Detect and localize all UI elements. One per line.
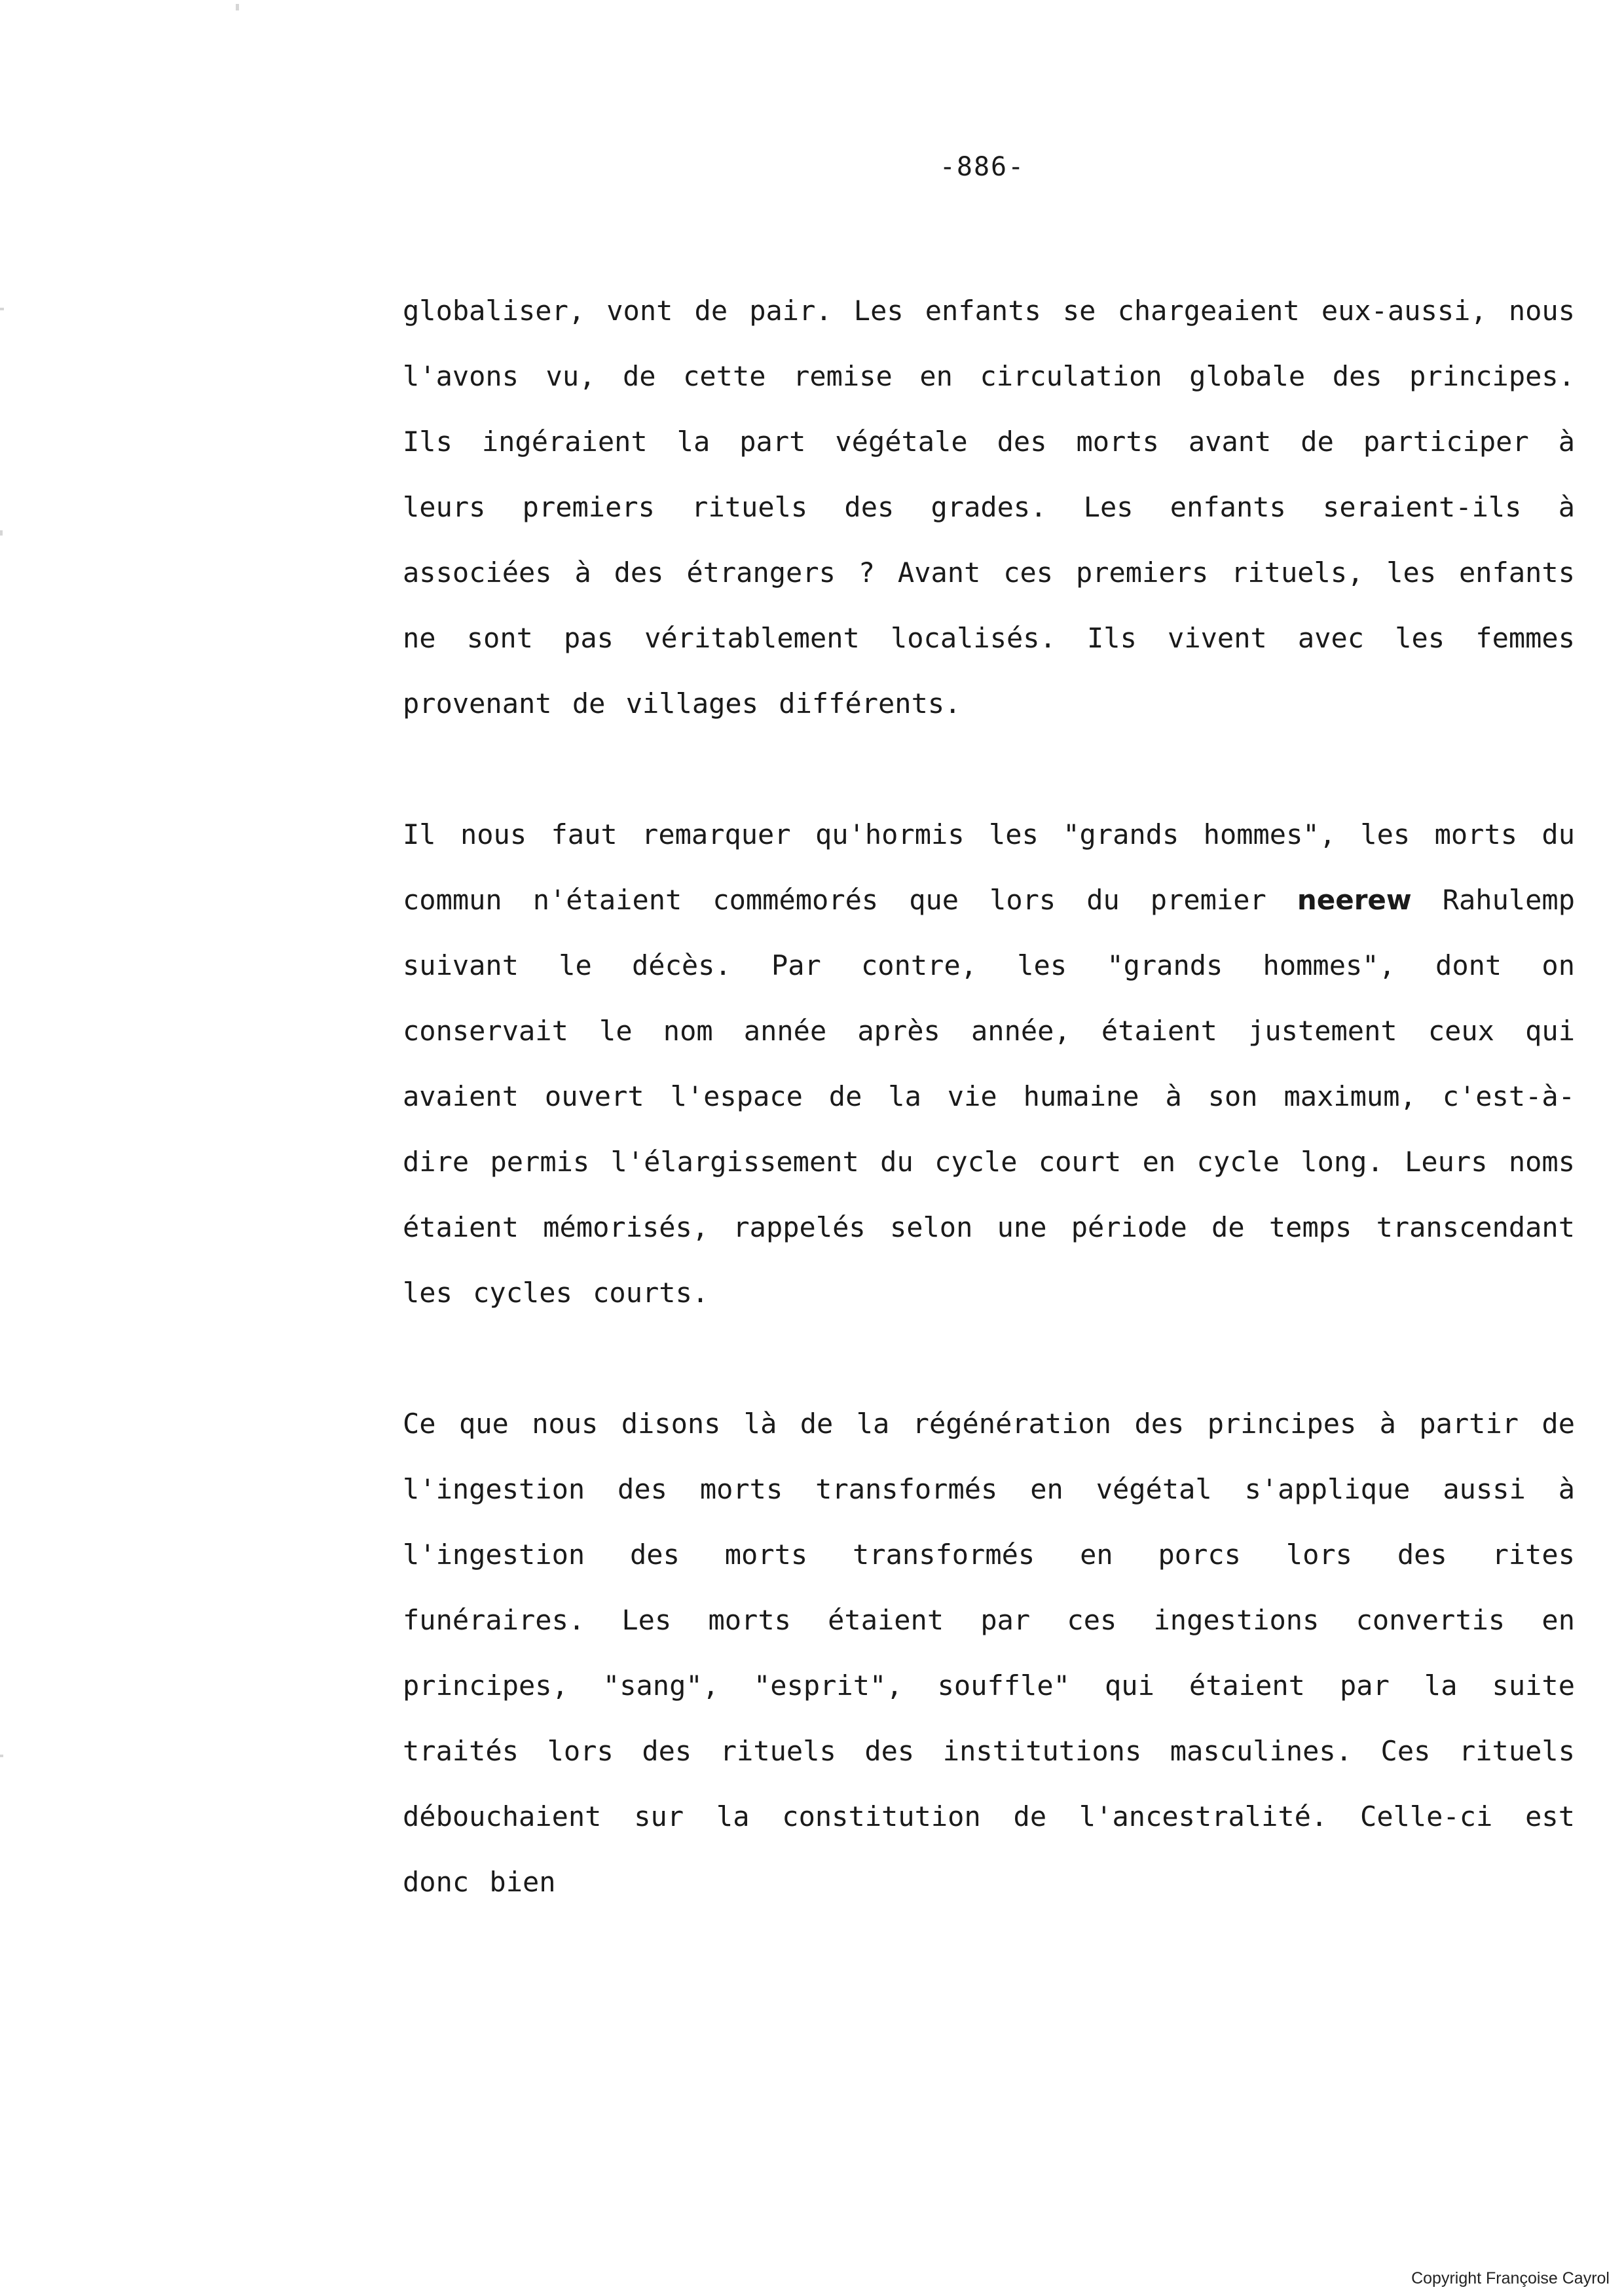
scan-artifact [0,308,4,310]
paragraph-2-lead: Il nous faut remarquer qu'hormis les "grands hommes", les morts du commun n'étaient commémorés que lors du premier [403,818,1575,916]
paragraph-1: globaliser, vont de pair. Les enfants se chargeaient eux-aussi, nous l'avons vu, de cette remise en circulation globale des principes. Ils ingéraient la part végétale des morts avant de participer à leurs premiers rituels des grades. Les enfants seraient-ils à associées à des étrangers ? Avant ces premiers rituels, les enfants ne sont pas véritablement localisés. Ils vivent avec les femmes provenant de villages différents. [403,295,1575,720]
scan-artifact [0,1755,3,1757]
document-body [403,278,1575,1915]
copyright-notice: Copyright Françoise Cayrol [1411,2269,1610,2287]
scan-artifact [0,530,3,536]
term-neerew: neerew [1297,884,1412,916]
scan-artifact [236,4,239,10]
paragraph-2-rest: Rahulemp suivant le décès. Par contre, les "grands hommes", dont on conservait le nom année après année, étaient justement ceux qui avaient ouvert l'espace de la vie humaine à son maximum, c'est-à-dire permis l'élargissement du cycle court en cycle long. Leurs noms étaient mémorisés, rappelés selon une période de temps transcendant les cycles courts. [403,884,1576,1309]
page-number: -886- [939,152,1025,182]
paragraph-2 [403,802,1575,1326]
paragraph-3: Ce que nous disons là de la régénération des principes à partir de l'ingestion des morts transformés en végétal s'applique aussi à l'ingestion des morts transformés en porcs lors des rites funéraires. Les morts étaient par ces ingestions convertis en principes, "sang", "esprit", souffle" qui étaient par la suite traités lors des rituels des institutions masculines. Ces rituels débouchaient sur la constitution de l'ancestralité. Celle-ci est donc bien [403,1408,1575,1898]
